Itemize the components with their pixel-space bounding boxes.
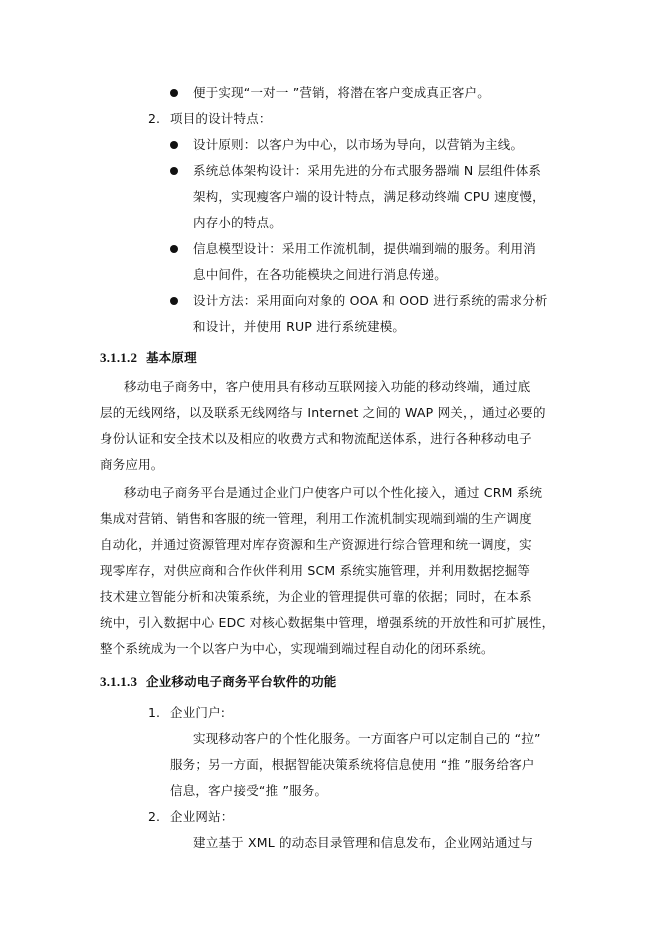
paragraph-line: 统中，引入数据中心 EDC 对核心数据集中管理，增强系统的开放性和可扩展性， <box>100 615 555 630</box>
bullet-text: 系统总体架构设计：采用先进的分布式服务器端 N 层组件体系 <box>193 163 542 178</box>
bullet-text: 和设计，并使用 RUP 进行系统建模。 <box>193 319 406 334</box>
bullet-icon <box>170 167 178 175</box>
bullet-icon <box>170 89 178 97</box>
section-title: 基本原理 <box>146 350 197 365</box>
paragraph-line: 建立基于 XML 的动态目录管理和信息发布，企业网站通过与 <box>193 835 534 850</box>
paragraph-line: 技术建立智能分析和决策系统，为企业的管理提供可靠的依据；同时，在本系 <box>100 589 532 604</box>
paragraph-line: 服务；另一方面，根据智能决策系统将信息使用 “推 ”服务给客户 <box>170 757 535 772</box>
paragraph-line: 层的无线网络，以及联系无线网络与 Internet 之间的 WAP 网关，，通过必要的 <box>100 405 546 420</box>
bullet-icon <box>170 245 178 253</box>
list-number: 2. <box>148 809 160 824</box>
list-number: 2. <box>148 111 160 126</box>
bullet-text: 设计方法：采用面向对象的 OOA 和 OOD 进行系统的需求分析 <box>193 293 548 308</box>
list-title: 企业门户: <box>170 705 226 720</box>
bullet-text: 内存小的特点。 <box>193 215 282 230</box>
paragraph-line: 移动电子商务中，客户使用具有移动互联网接入功能的移动终端，通过底 <box>124 379 531 394</box>
section-number: 3.1.1.3 <box>100 674 138 689</box>
list-title: 项目的设计特点： <box>170 111 272 126</box>
paragraph-line: 信息，客户接受“推 ”服务。 <box>170 783 328 798</box>
paragraph-line: 整个系统成为一个以客户为中心，实现端到端过程自动化的闭环系统。 <box>100 641 494 656</box>
list-title: 企业网站： <box>170 809 234 824</box>
paragraph-line: 实现移动客户的个性化服务。一方面客户可以定制自己的 “拉” <box>193 731 541 746</box>
bullet-text: 便于实现“一对一 ”营销，将潜在客户变成真正客户。 <box>193 85 490 100</box>
paragraph-line: 现零库存，对供应商和合作伙伴利用 SCM 系统实施管理，并利用数据挖掘等 <box>100 563 531 578</box>
bullet-text: 信息模型设计：采用工作流机制，提供端到端的服务。利用消 <box>193 241 536 256</box>
paragraph-line: 自动化，并通过资源管理对库存资源和生产资源进行综合管理和统一调度，实 <box>100 537 532 552</box>
section-number: 3.1.1.2 <box>100 350 138 365</box>
bullet-text: 息中间件，在各功能模块之间进行消息传递。 <box>193 267 448 282</box>
paragraph-line: 集成对营销、销售和客服的统一管理，利用工作流机制实现端到端的生产调度 <box>100 511 532 526</box>
paragraph-line: 移动电子商务平台是通过企业门户使客户可以个性化接入，通过 CRM 系统 <box>124 485 543 500</box>
paragraph-line: 身份认证和安全技术以及相应的收费方式和物流配送体系，进行各种移动电子 <box>100 431 532 446</box>
bullet-text: 架构，实现瘦客户端的设计特点，满足移动终端 CPU 速度慢， <box>193 189 545 204</box>
bullet-text: 设计原则：以客户为中心，以市场为导向，以营销为主线。 <box>193 137 524 152</box>
section-title: 企业移动电子商务平台软件的功能 <box>146 674 337 689</box>
paragraph-line: 商务应用。 <box>100 457 164 472</box>
bullet-icon <box>170 297 178 305</box>
bullet-icon <box>170 141 178 149</box>
list-number: 1. <box>148 705 160 720</box>
